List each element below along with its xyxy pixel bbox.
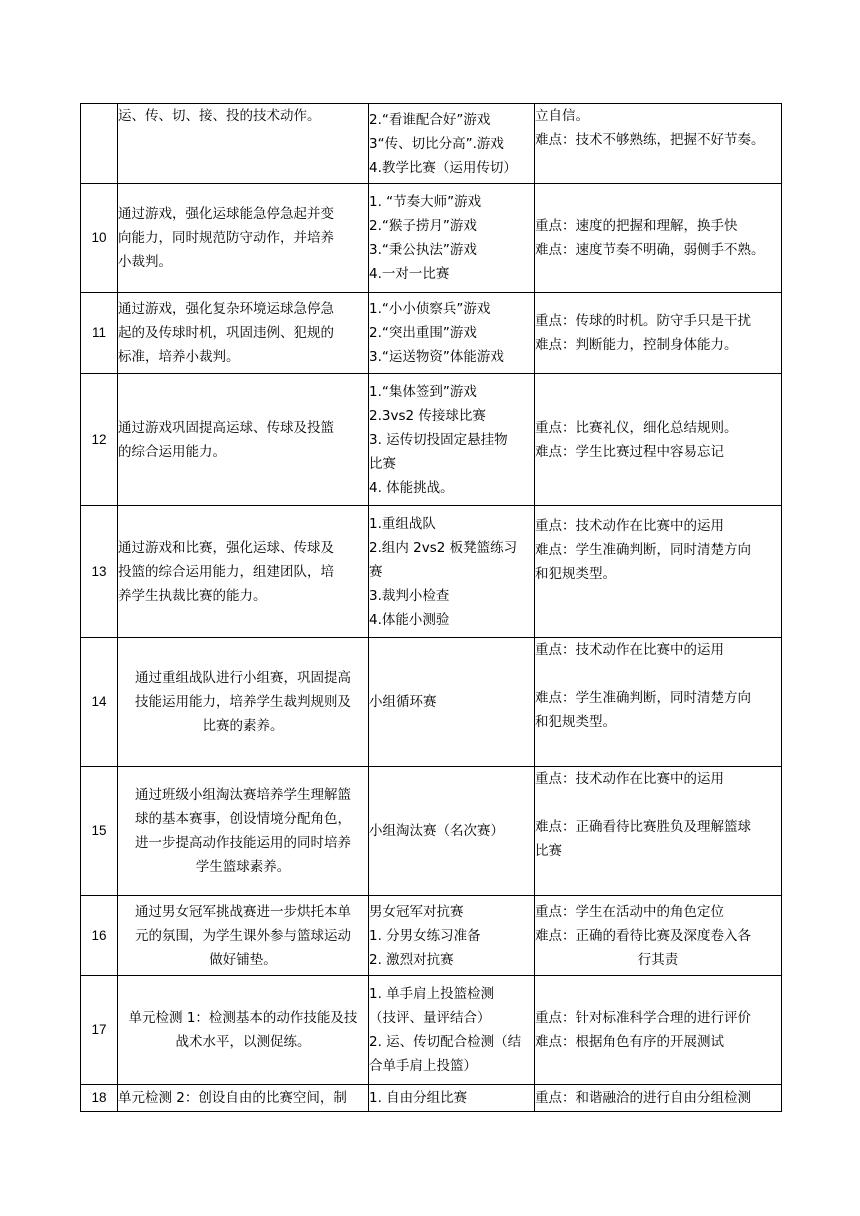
keypoints-cell: 重点：技术动作在比赛中的运用 难点：正确看待比赛胜负及理解篮球 比赛: [535, 767, 782, 896]
blank-line: [535, 791, 781, 815]
table-row: [81, 104, 782, 184]
lesson-number-cell: 18: [81, 1085, 118, 1112]
lesson-number-cell: 15: [81, 767, 118, 896]
activities-cell: 1. “节奏大师”游戏 2.“猴子捞月”游戏 3.“秉公执法”游戏 4.一对一比赛: [369, 184, 535, 293]
table-row: [81, 184, 782, 293]
activities-cell: 2.“看谁配合好”游戏 3“传、切比分高”.游戏 4.教学比赛（运用传切）: [369, 104, 535, 184]
lesson-number-cell: 11: [81, 293, 118, 374]
keypoints-cell: 重点：技术动作在比赛中的运用 难点：学生准确判断，同时清楚方向 和犯规类型。: [535, 506, 782, 638]
activities-cell: 1.“集体签到”游戏 2.3vs2 传接球比赛 3. 运传切投固定悬挂物 比赛 4. 体能挑战。: [369, 374, 535, 506]
lesson-number-cell: [81, 104, 118, 184]
goal-cell: 通过游戏巩固提高运球、传球及投篮 的综合运用能力。: [118, 374, 369, 506]
activities-cell: 小组循环赛: [369, 638, 535, 767]
blank-line: [535, 662, 781, 686]
lesson-number-cell: 12: [81, 374, 118, 506]
activities-cell: 1.重组战队 2.组内 2vs2 板凳篮练习 赛 3.裁判小检查 4.体能小测验: [369, 506, 535, 638]
keypoints-cell: 重点：针对标准科学合理的进行评价 难点：根据角色有序的开展测试: [535, 976, 782, 1085]
activities-cell: 1.“小小侦察兵”游戏 2.“突出重围”游戏 3.“运送物资”体能游戏: [369, 293, 535, 374]
table-row: [81, 506, 782, 638]
activities-cell: 1. 单手肩上投篮检测 （技评、量评结合） 2. 运、传切配合检测（结 合单手肩上投篮）: [369, 976, 535, 1085]
lesson-plan-table: [80, 103, 782, 1112]
goal-cell: 通过游戏，强化运球能急停急起并变 向能力，同时规范防守动作，并培养 小裁判。: [118, 184, 369, 293]
table-row: [81, 767, 782, 896]
keypoints-cell: 重点：比赛礼仪，细化总结规则。 难点：学生比赛过程中容易忘记: [535, 374, 782, 506]
goal-cell: 单元检测 2：创设自由的比赛空间，制: [118, 1085, 369, 1112]
keypoints-cell: 重点：传球的时机。防守手只是干扰 难点：判断能力，控制身体能力。: [535, 293, 782, 374]
table-row: [81, 293, 782, 374]
goal-cell: 运、传、切、接、投的技术动作。: [118, 104, 369, 184]
goal-cell: 单元检测 1：检测基本的动作技能及技 战术水平，以测促练。: [118, 976, 369, 1085]
keypoints-cell: 立自信。 难点：技术不够熟练，把握不好节奏。: [535, 104, 782, 184]
table-row: [81, 374, 782, 506]
goal-cell: 通过游戏和比赛，强化运球、传球及 投篮的综合运用能力，组建团队，培 养学生执裁比赛的能力。: [118, 506, 369, 638]
keypoints-cell: 重点：速度的把握和理解，换手快 难点：速度节奏不明确，弱侧手不熟。: [535, 184, 782, 293]
goal-cell: 通过游戏，强化复杂环境运球急停急 起的及传球时机，巩固违例、犯规的 标准，培养小裁判。: [118, 293, 369, 374]
activities-cell: 小组淘汰赛（名次赛）: [369, 767, 535, 896]
activities-cell: 男女冠军对抗赛 1. 分男女练习准备 2. 激烈对抗赛: [369, 896, 535, 976]
goal-cell: 通过班级小组淘汰赛培养学生理解篮 球的基本赛事，创设情境分配角色， 进一步提高动作技能运用的同时培养 学生篮球素养。: [118, 767, 369, 896]
lesson-number-cell: 14: [81, 638, 118, 767]
activities-cell: 1. 自由分组比赛: [369, 1085, 535, 1112]
goal-cell: 通过男女冠军挑战赛进一步烘托本单 元的氛围，为学生课外参与篮球运动 做好铺垫。: [118, 896, 369, 976]
table-row: [81, 896, 782, 976]
lesson-number-cell: 16: [81, 896, 118, 976]
keypoints-cell: 重点：和谐融洽的进行自由分组检测: [535, 1085, 782, 1112]
table-row: [81, 976, 782, 1085]
lesson-number-cell: 17: [81, 976, 118, 1085]
lesson-number-cell: 13: [81, 506, 118, 638]
table-row: [81, 638, 782, 767]
lesson-number-cell: 10: [81, 184, 118, 293]
keypoints-cell: 重点：技术动作在比赛中的运用 难点：学生准确判断，同时清楚方向 和犯规类型。: [535, 638, 782, 767]
table-row: [81, 1085, 782, 1112]
keypoints-cell: 重点：学生在活动中的角色定位 难点：正确的看待比赛及深度卷入各 行其责: [535, 896, 782, 976]
goal-cell: 通过重组战队进行小组赛，巩固提高 技能运用能力，培养学生裁判规则及 比赛的素养。: [118, 638, 369, 767]
